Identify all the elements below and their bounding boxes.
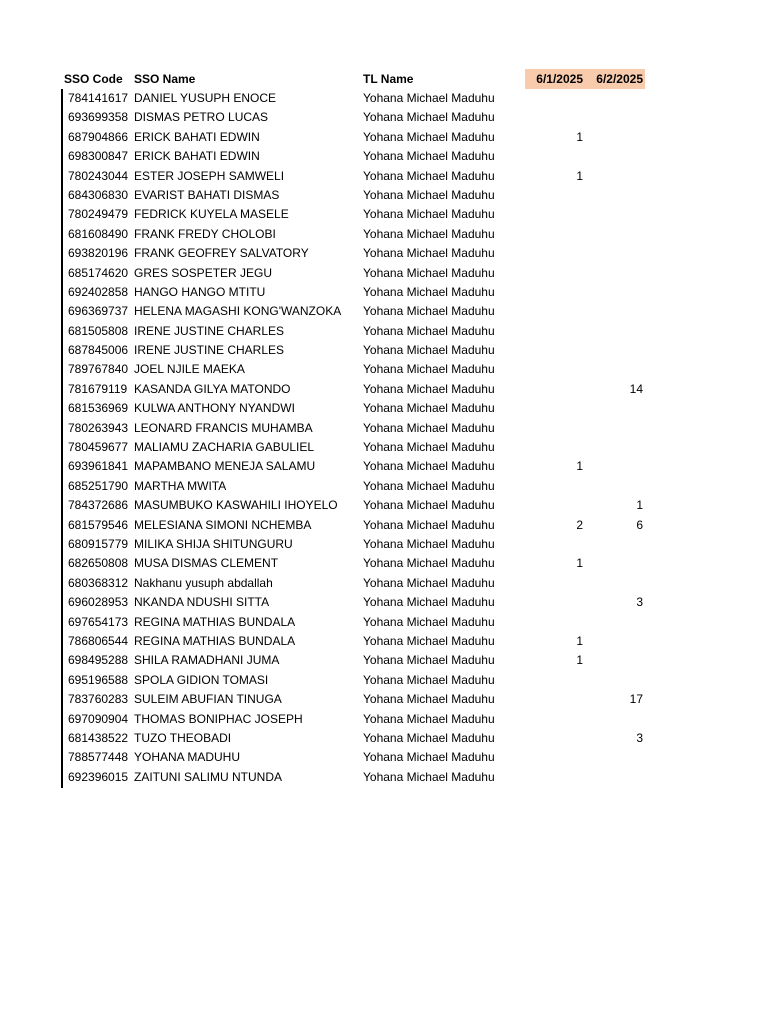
date-1-value-cell	[525, 380, 583, 399]
table-row	[0, 593, 768, 612]
sso-code-cell: 788577448	[68, 750, 129, 765]
tl-name-cell: Yohana Michael Maduhu	[363, 633, 495, 648]
date-1-value-cell	[525, 477, 583, 496]
header-date-1: 6/1/2025	[536, 72, 583, 86]
sso-code-cell: 784372686	[68, 498, 129, 513]
date-1-value-cell: 1	[576, 653, 583, 668]
sso-code-cell: 680368312	[68, 575, 129, 590]
date-2-value-cell: 3	[636, 595, 643, 610]
date-1-value-cell	[525, 205, 583, 224]
sso-name-cell: MALIAMU ZACHARIA GABULIEL	[134, 440, 315, 455]
sso-name-cell: MAPAMBANO MENEJA SALAMU	[134, 459, 316, 474]
date-header-block	[525, 69, 645, 89]
date-1-value-cell: 1	[576, 129, 583, 144]
tl-name-cell: Yohana Michael Maduhu	[363, 730, 495, 745]
date-2-value-cell	[585, 341, 643, 360]
date-1-value-cell	[525, 710, 583, 729]
date-2-value-cell	[585, 535, 643, 554]
table-row	[0, 710, 768, 729]
date-1-value-cell	[525, 244, 583, 263]
date-2-value-cell	[585, 147, 643, 166]
tl-name-cell: Yohana Michael Maduhu	[363, 110, 495, 125]
tl-name-cell: Yohana Michael Maduhu	[363, 226, 495, 241]
tl-name-cell: Yohana Michael Maduhu	[363, 304, 495, 319]
sso-code-cell: 780263943	[68, 420, 129, 435]
sso-code-cell: 693961841	[68, 459, 129, 474]
date-2-value-cell	[585, 477, 643, 496]
table-row	[0, 671, 768, 690]
date-1-value-cell	[525, 341, 583, 360]
tl-name-cell: Yohana Michael Maduhu	[363, 556, 495, 571]
sso-code-cell: 781679119	[68, 381, 128, 396]
sso-name-cell: SPOLA GIDION TOMASI	[134, 672, 269, 687]
sso-name-cell: DANIEL YUSUPH ENOCE	[134, 91, 277, 105]
date-2-value-cell: 3	[636, 730, 643, 745]
date-1-value-cell	[525, 264, 583, 283]
table-row	[0, 186, 768, 205]
sso-name-cell: IRENE JUSTINE CHARLES	[134, 343, 285, 358]
date-1-value-cell	[525, 360, 583, 379]
date-2-value-cell	[585, 574, 643, 593]
table-row	[0, 264, 768, 283]
sso-name-cell: JOEL NJILE MAEKA	[134, 362, 245, 377]
sso-name-cell: KULWA ANTHONY NYANDWI	[134, 401, 295, 416]
date-2-value-cell	[585, 186, 643, 205]
date-1-value-cell	[525, 302, 583, 321]
sso-name-cell: IRENE JUSTINE CHARLES	[134, 323, 285, 338]
table-row	[0, 302, 768, 321]
date-2-value-cell	[585, 457, 643, 476]
sso-code-cell: 780243044	[68, 168, 129, 183]
tl-name-cell: Yohana Michael Maduhu	[363, 769, 495, 784]
sso-name-cell: HANGO HANGO MTITU	[134, 284, 266, 299]
date-1-value-cell	[525, 690, 583, 709]
tl-name-cell: Yohana Michael Maduhu	[363, 129, 495, 144]
date-2-value-cell	[585, 225, 643, 244]
sso-name-cell: DISMAS PETRO LUCAS	[134, 110, 269, 125]
date-1-value-cell	[525, 322, 583, 341]
date-2-value-cell	[585, 264, 643, 283]
table-row	[0, 283, 768, 302]
date-1-value-cell: 2	[576, 517, 583, 532]
tl-name-cell: Yohana Michael Maduhu	[363, 692, 495, 707]
sso-name-cell: TUZO THEOBADI	[134, 730, 232, 745]
sso-name-cell: SULEIM ABUFIAN TINUGA	[134, 692, 282, 707]
table-row	[0, 128, 768, 147]
sso-name-cell: LEONARD FRANCIS MUHAMBA	[134, 420, 313, 435]
sso-code-cell: 682650808	[68, 556, 129, 571]
table-row	[0, 399, 768, 418]
date-2-value-cell	[585, 128, 643, 147]
table-row	[0, 167, 768, 186]
sso-code-cell: 697654173	[68, 614, 129, 629]
sso-name-cell: HELENA MAGASHI KONG'WANZOKA	[134, 304, 342, 319]
sso-code-cell: 789767840	[68, 362, 129, 377]
sso-code-cell: 786806544	[68, 633, 129, 648]
header-tl-name: TL Name	[363, 72, 414, 86]
date-1-value-cell	[525, 671, 583, 690]
tl-name-cell: Yohana Michael Maduhu	[363, 517, 495, 532]
sso-code-cell: 693820196	[68, 246, 129, 261]
table-row	[0, 690, 768, 709]
sso-code-cell: 692402858	[68, 284, 129, 299]
date-2-value-cell	[585, 438, 643, 457]
tl-name-cell: Yohana Michael Maduhu	[363, 478, 495, 493]
date-1-value-cell	[525, 748, 583, 767]
date-1-value-cell	[525, 283, 583, 302]
date-2-value-cell	[585, 322, 643, 341]
date-2-value-cell	[585, 651, 643, 670]
date-2-value-cell	[585, 360, 643, 379]
table-row	[0, 147, 768, 166]
table-row	[0, 613, 768, 632]
tl-name-cell: Yohana Michael Maduhu	[363, 343, 495, 358]
table-row	[0, 477, 768, 496]
sso-name-cell: YOHANA MADUHU	[134, 750, 241, 765]
table-row	[0, 516, 768, 535]
sso-name-cell: FRANK FREDY CHOLOBI	[134, 226, 276, 241]
table-row	[0, 632, 768, 651]
table-header	[0, 69, 768, 89]
sso-name-cell: MASUMBUKO KASWAHILI IHOYELO	[134, 498, 338, 513]
sso-code-cell: 695196588	[68, 672, 129, 687]
sso-code-cell: 681579546	[68, 517, 129, 532]
table-row	[0, 729, 768, 748]
tl-name-cell: Yohana Michael Maduhu	[363, 284, 495, 299]
sso-code-cell: 693699358	[68, 110, 129, 125]
table-row	[0, 205, 768, 224]
date-2-value-cell	[585, 768, 643, 787]
date-1-value-cell: 1	[576, 459, 583, 474]
table-row	[0, 225, 768, 244]
sso-code-cell: 784141617	[68, 91, 129, 105]
sso-code-cell: 780459677	[68, 440, 129, 455]
sso-code-cell: 698495288	[68, 653, 129, 668]
sso-code-cell: 685251790	[68, 478, 129, 493]
date-1-value-cell	[525, 593, 583, 612]
date-2-value-cell: 6	[636, 517, 643, 532]
date-2-value-cell	[585, 89, 643, 108]
sso-code-cell: 698300847	[68, 149, 129, 164]
date-2-value-cell	[585, 748, 643, 767]
date-1-value-cell	[525, 89, 583, 108]
sso-code-cell: 696028953	[68, 595, 129, 610]
tl-name-cell: Yohana Michael Maduhu	[363, 401, 495, 416]
date-2-value-cell	[585, 671, 643, 690]
table-row	[0, 554, 768, 573]
date-1-value-cell	[525, 496, 583, 515]
sso-code-cell: 783760283	[68, 692, 129, 707]
tl-name-cell: Yohana Michael Maduhu	[363, 149, 495, 164]
table-row	[0, 244, 768, 263]
date-2-value-cell	[585, 632, 643, 651]
sso-name-cell: Nakhanu yusuph abdallah	[134, 575, 273, 590]
date-2-value-cell	[585, 205, 643, 224]
sso-code-cell: 685174620	[68, 265, 129, 280]
sso-name-cell: ERICK BAHATI EDWIN	[134, 149, 260, 164]
date-1-value-cell	[525, 535, 583, 554]
date-2-value-cell	[585, 283, 643, 302]
date-1-value-cell	[525, 438, 583, 457]
sso-name-cell: ERICK BAHATI EDWIN	[134, 129, 260, 144]
sso-name-cell: KASANDA GILYA MATONDO	[134, 381, 291, 396]
table-row	[0, 574, 768, 593]
table-row	[0, 419, 768, 438]
sso-code-cell: 681536969	[68, 401, 129, 416]
tl-name-cell: Yohana Michael Maduhu	[363, 440, 495, 455]
tl-name-cell: Yohana Michael Maduhu	[363, 187, 495, 202]
table-row	[0, 108, 768, 127]
date-2-value-cell	[585, 399, 643, 418]
date-2-value-cell	[585, 108, 643, 127]
tl-name-cell: Yohana Michael Maduhu	[363, 653, 495, 668]
tl-name-cell: Yohana Michael Maduhu	[363, 711, 495, 726]
date-2-value-cell	[585, 419, 643, 438]
sso-code-cell: 681608490	[68, 226, 129, 241]
sso-code-cell: 687845006	[68, 343, 129, 358]
sso-code-cell: 697090904	[68, 711, 129, 726]
tl-name-cell: Yohana Michael Maduhu	[363, 91, 495, 105]
tl-name-cell: Yohana Michael Maduhu	[363, 614, 495, 629]
sso-code-cell: 687904866	[68, 129, 129, 144]
table-row	[0, 438, 768, 457]
header-sso-name: SSO Name	[134, 72, 196, 86]
tl-name-cell: Yohana Michael Maduhu	[363, 498, 495, 513]
sso-code-cell: 692396015	[68, 769, 129, 784]
sso-code-cell: 681505808	[68, 323, 129, 338]
table-row	[0, 496, 768, 515]
sso-name-cell: ESTER JOSEPH SAMWELI	[134, 168, 285, 183]
table-row	[0, 768, 768, 787]
sso-name-cell: MARTHA MWITA	[134, 478, 227, 493]
sso-name-cell: MILIKA SHIJA SHITUNGURU	[134, 536, 293, 551]
date-1-value-cell	[525, 729, 583, 748]
sso-name-cell: GRES SOSPETER JEGU	[134, 265, 273, 280]
table-row	[0, 341, 768, 360]
sso-name-cell: FRANK GEOFREY SALVATORY	[134, 246, 309, 261]
date-1-value-cell: 1	[576, 556, 583, 571]
tl-name-cell: Yohana Michael Maduhu	[363, 207, 495, 222]
tl-name-cell: Yohana Michael Maduhu	[363, 575, 495, 590]
date-2-value-cell	[585, 554, 643, 573]
sso-code-cell: 681438522	[68, 730, 129, 745]
sso-name-cell: NKANDA NDUSHI SITTA	[134, 595, 270, 610]
sso-name-cell: THOMAS BONIPHAC JOSEPH	[134, 711, 303, 726]
tl-name-cell: Yohana Michael Maduhu	[363, 595, 495, 610]
date-1-value-cell	[525, 147, 583, 166]
date-2-value-cell	[585, 613, 643, 632]
date-1-value-cell	[525, 108, 583, 127]
tl-name-cell: Yohana Michael Maduhu	[363, 168, 495, 183]
date-2-value-cell: 17	[629, 692, 643, 707]
date-2-value-cell	[585, 710, 643, 729]
sso-code-cell: 780249479	[68, 207, 129, 222]
sso-name-cell: EVARIST BAHATI DISMAS	[134, 187, 280, 202]
date-2-value-cell	[585, 302, 643, 321]
table-row	[0, 360, 768, 379]
date-1-value-cell	[525, 419, 583, 438]
table-row	[0, 535, 768, 554]
tl-name-cell: Yohana Michael Maduhu	[363, 672, 495, 687]
date-2-value-cell	[585, 244, 643, 263]
date-2-value-cell	[585, 167, 643, 186]
sso-name-cell: MELESIANA SIMONI NCHEMBA	[134, 517, 312, 532]
date-1-value-cell: 1	[576, 168, 583, 183]
date-1-value-cell	[525, 399, 583, 418]
tl-name-cell: Yohana Michael Maduhu	[363, 536, 495, 551]
sso-name-cell: ZAITUNI SALIMU NTUNDA	[134, 769, 283, 784]
sso-code-cell: 696369737	[68, 304, 129, 319]
table-row	[0, 748, 768, 767]
date-1-value-cell	[525, 768, 583, 787]
sso-name-cell: REGINA MATHIAS BUNDALA	[134, 633, 296, 648]
tl-name-cell: Yohana Michael Maduhu	[363, 459, 495, 474]
sso-name-cell: MUSA DISMAS CLEMENT	[134, 556, 279, 571]
table-row	[0, 322, 768, 341]
date-2-value-cell: 1	[636, 498, 643, 513]
sso-code-cell: 680915779	[68, 536, 129, 551]
table-body	[0, 89, 768, 787]
tl-name-cell: Yohana Michael Maduhu	[363, 246, 495, 261]
sso-name-cell: SHILA RAMADHANI JUMA	[134, 653, 280, 668]
date-1-value-cell	[525, 613, 583, 632]
table-row	[0, 89, 768, 108]
tl-name-cell: Yohana Michael Maduhu	[363, 362, 495, 377]
tl-name-cell: Yohana Michael Maduhu	[363, 323, 495, 338]
tl-name-cell: Yohana Michael Maduhu	[363, 381, 495, 396]
sso-name-cell: REGINA MATHIAS BUNDALA	[134, 614, 296, 629]
sso-code-cell: 684306830	[68, 187, 129, 202]
table-row	[0, 651, 768, 670]
date-2-value-cell: 14	[629, 381, 643, 396]
date-1-value-cell	[525, 225, 583, 244]
tl-name-cell: Yohana Michael Maduhu	[363, 265, 495, 280]
table-row	[0, 380, 768, 399]
sso-name-cell: FEDRICK KUYELA MASELE	[134, 207, 289, 222]
date-1-value-cell	[525, 186, 583, 205]
date-1-value-cell	[525, 574, 583, 593]
date-1-value-cell: 1	[576, 633, 583, 648]
header-sso-code: SSO Code	[64, 72, 123, 86]
tl-name-cell: Yohana Michael Maduhu	[363, 420, 495, 435]
header-date-2: 6/2/2025	[596, 72, 643, 86]
table-row	[0, 457, 768, 476]
tl-name-cell: Yohana Michael Maduhu	[363, 750, 495, 765]
